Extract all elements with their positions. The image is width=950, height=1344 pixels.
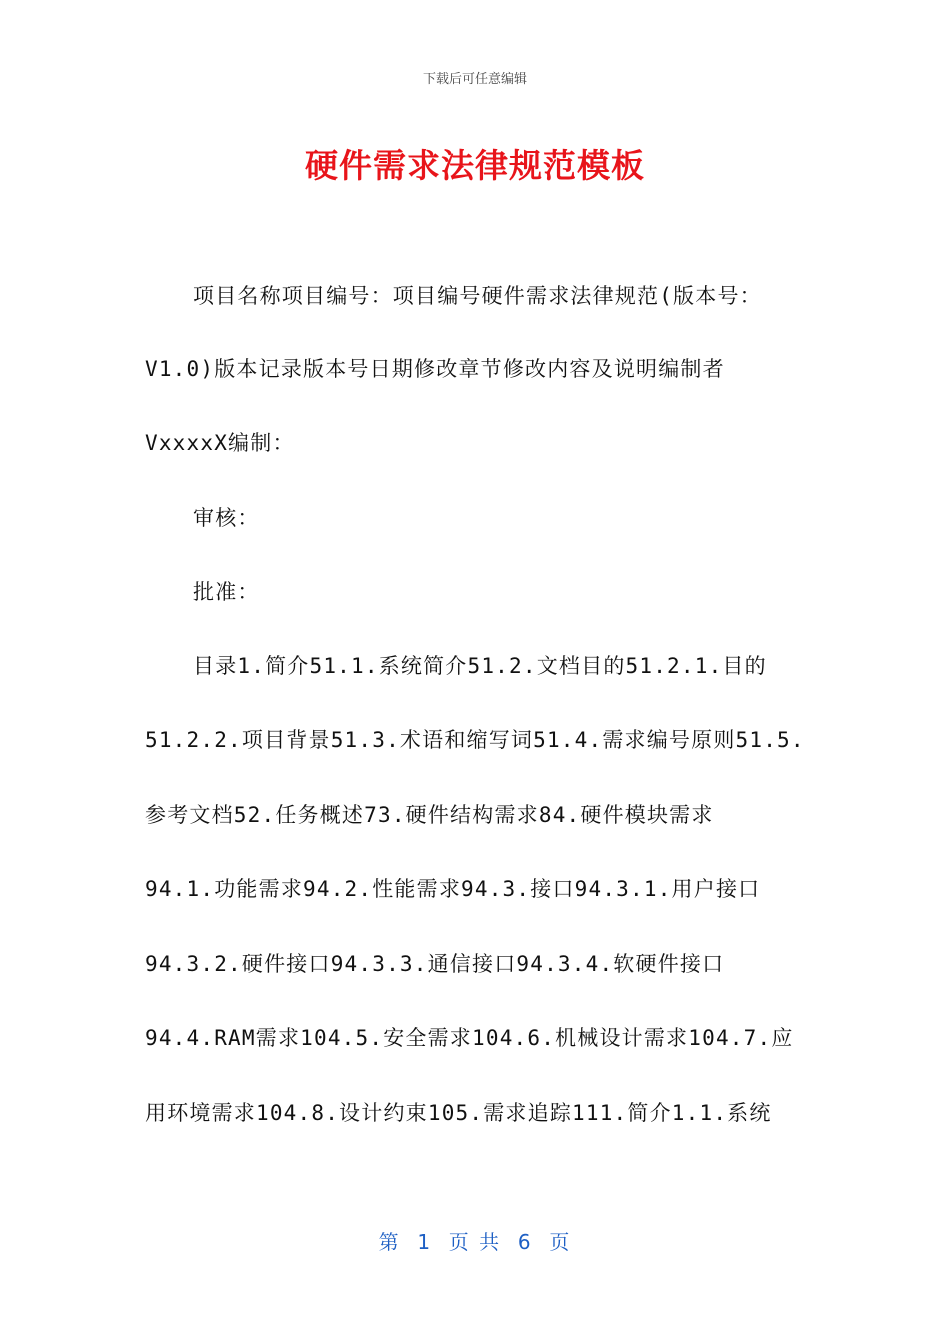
- document-title: 硬件需求法律规范模板: [305, 146, 645, 185]
- body-line-toc-4: 94.1.功能需求94.2.性能需求94.3.接口94.3.1.用户接口: [145, 877, 761, 901]
- body-line-review: 审核：: [193, 506, 260, 530]
- body-line-toc-6: 94.4.RAM需求104.5.安全需求104.6.机械设计需求104.7.应: [145, 1026, 794, 1050]
- header-note: 下载后可任意编辑: [422, 72, 527, 87]
- body-line-toc-1: 目录1.简介51.1.系统简介51.2.文档目的51.2.1.目的: [193, 654, 767, 678]
- body-line-toc-5: 94.3.2.硬件接口94.3.3.通信接口94.3.4.软硬件接口: [145, 952, 725, 976]
- page-number-footer: 第 1 页 共 6 页: [378, 1230, 572, 1254]
- body-line-toc-2: 51.2.2.项目背景51.3.术语和缩写词51.4.需求编号原则51.5.: [145, 728, 805, 752]
- body-line-version-record: V1.0)版本记录版本号日期修改章节修改内容及说明编制者: [145, 357, 725, 381]
- body-line-toc-3: 参考文档52.任务概述73.硬件结构需求84.硬件模块需求: [145, 803, 714, 827]
- body-line-approve: 批准：: [193, 580, 260, 604]
- body-line-project-info: 项目名称项目编号：项目编号硬件需求法律规范(版本号：: [193, 284, 762, 308]
- body-line-prepared-by: VxxxxX编制：: [145, 431, 295, 455]
- body-line-toc-7: 用环境需求104.8.设计约束105.需求追踪111.简介1.1.系统: [145, 1101, 772, 1125]
